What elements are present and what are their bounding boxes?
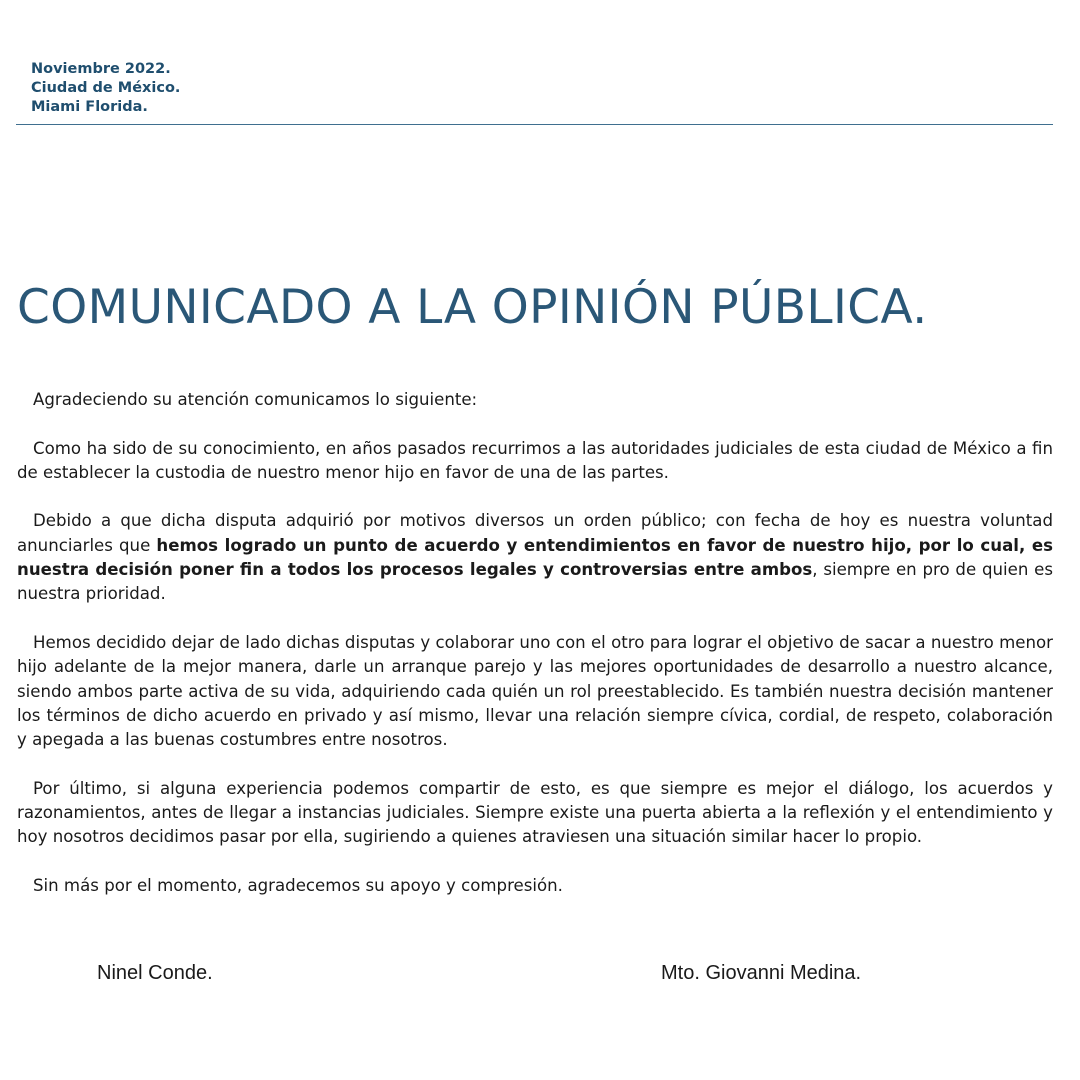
- signature-giovanni-medina: Mto. Giovanni Medina.: [661, 962, 862, 984]
- paragraph-agreement-bold: hemos logrado un punto de acuerdo y entendimientos en favor de nuestro hijo, por lo cual, es nuestra decisión poner fin a todos los procesos legales y controversias entre ambos: [17, 535, 1053, 580]
- paragraph-agreement-end: , siempre en pro de quien es nuestra prioridad.: [17, 560, 1053, 604]
- signature-ninel-conde: Ninel Conde.: [97, 962, 213, 984]
- paragraph-collaboration: Hemos decidido dejar de lado dichas disputas y colaborar uno con el otro para lograr el objetivo de sacar a nuestro menor hijo adelante de la mejor manera, darle un arranque parejo y las mejores oportunidades de desarrollo a nuestro alcance, siendo ambos parte activa de su vida, adquiriendo cada quién un rol preestablecido. Es también nuestra decisión mantener los términos de dicho acuerdo en privado y así mismo, llevar una relación siempre cívica, cordial, de respeto, colaboración y apegada a las buenas costumbres entre nosotros.: [17, 632, 1053, 750]
- document-body: [17, 388, 1053, 923]
- paragraph-closing-reflection: Por último, si alguna experiencia podemos compartir de esto, es que siempre es mejor el diálogo, los acuerdos y razonamientos, antes de llegar a instancias judiciales. Siempre existe una puerta abierta a la reflexión y el entendimiento y hoy nosotros decidimos pasar por ella, sugiriendo a quienes atraviesen una situación similar hacer lo propio.: [17, 778, 1053, 847]
- letter-header: [31, 60, 180, 117]
- paragraph-farewell: Sin más por el momento, agradecemos su apoyo y compresión.: [33, 875, 563, 895]
- header-city-mexico: Ciudad de México.: [31, 80, 181, 96]
- paragraph-agreement: [17, 509, 1053, 606]
- paragraph-agreement-start: Debido a que dicha disputa adquirió por motivos diversos un orden público; con fecha de hoy es nuestra voluntad anunciarles que: [17, 511, 1053, 555]
- document-title: COMUNICADO A LA OPINIÓN PÚBLICA.: [17, 280, 928, 335]
- header-divider: [16, 124, 1053, 125]
- header-city-miami: Miami Florida.: [31, 99, 148, 115]
- header-date: Noviembre 2022.: [31, 61, 171, 77]
- paragraph-background: Como ha sido de su conocimiento, en años pasados recurrimos a las autoridades judiciales de esta ciudad de México a fin de establecer la custodia de nuestro menor hijo en favor de una de las partes.: [17, 438, 1053, 482]
- paragraph-intro: Agradeciendo su atención comunicamos lo siguiente:: [33, 390, 478, 409]
